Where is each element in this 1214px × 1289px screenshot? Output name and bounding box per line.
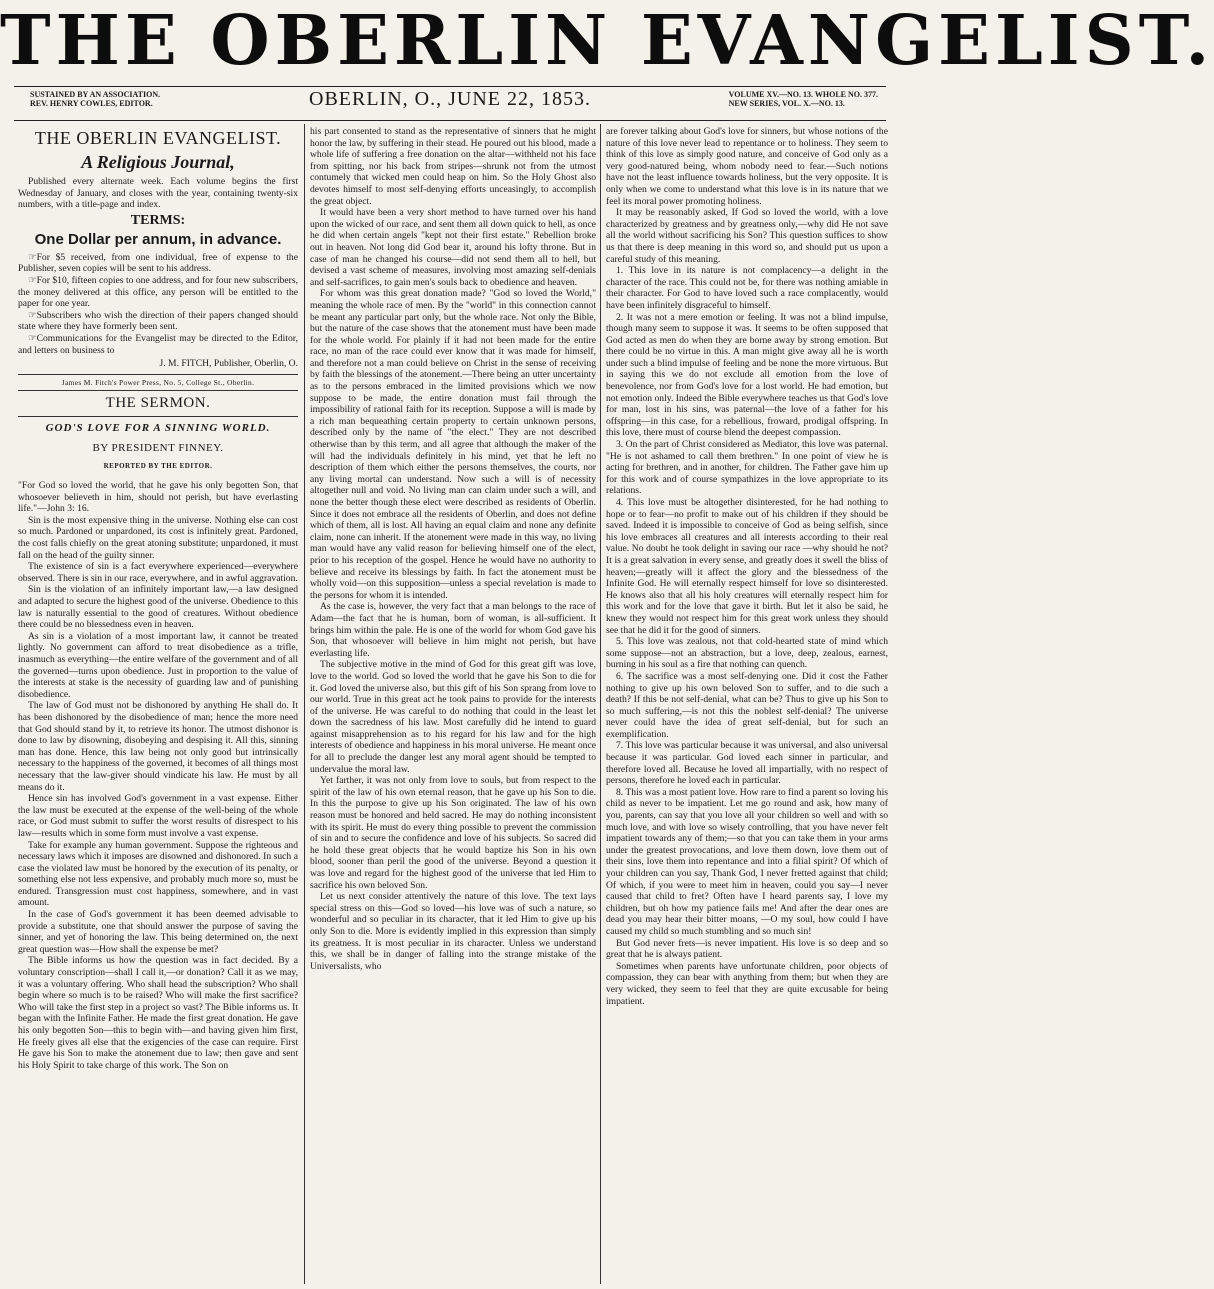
series-line: NEW SERIES, VOL. X.—NO. 13. <box>728 99 845 108</box>
paragraph: The law of God must not be dishonored by anything He shall do. It has been dishonored by the disobedience of man; hence the more need that God should stand by it, to retrieve its honor. The utmost dishonor is done to law by disowning, disobeying and despising it. All this, sinning man has done. Hence, this law being not only good but intrinsically necessary to the happiness of the governed, it becomes of all things most necessary that the law-giver should vindicate his law. He must by all means do it. <box>18 700 298 793</box>
paragraph: are forever talking about God's love for sinners, but whose notions of the nature of this love never lead to repentance or to holiness. They seem to think of this love as simply good nature, and conceive of God only as a very good-natured being, whom nobody need to fear.—Such notions have not the least influence towards holiness, but the very opposite. It is only when we come to understand what this love is in its nature that we feel its moral power promoting holiness. <box>606 126 888 207</box>
paragraph: The subjective motive in the mind of God for this great gift was love, love to the world. God so loved the world that he gave his Son to die for it. God loved the universe also, but this gift of his Son sprang from love to our world. True in this great act he took pains to provide for the interests of the universe. He was careful to do nothing that could in the least let down the sacredness of his law. Most carefully did he intend to guard against misapprehension as to his regard for his law and for the high interests of obedience and happiness in his moral universe. He meant once for all to preclude the danger lest any moral agent should be tempted to undervalue the moral law. <box>310 659 596 775</box>
paragraph: Hence sin has involved God's government in a vast expense. Either the law must be executed at the expense of the well-being of the whole race, or God must submit to suffer the worst results of disrespect to his law—results which in some form must involve a vast expense. <box>18 793 298 839</box>
sermon-headline: GOD'S LOVE FOR A SINNING WORLD. <box>18 416 298 435</box>
press-line: James M. Fitch's Power Press, No. 5, College St., Oberlin. <box>18 374 298 392</box>
publisher-line: J. M. FITCH, Publisher, Oberlin, O. <box>159 358 298 370</box>
paragraph: 2. It was not a mere emotion or feeling. It was not a blind impulse, though many seem to suppose it was. It seems to be often supposed that God acted as men do when they are borne away by strong emotion. But there could be no virtue in this. A man might give away all he is worth under such a blind impulse of feeling and be none the more virtuous. But in saying this we do not exclude all emotion from the love of benevolence, nor from God's love for a lost world. He had emotion, but not emotion only. Indeed the Bible everywhere teaches us that God's love for man, lost in his sins, was paternal—the love of a father for his offspring—in this case, for a rebellious, froward, prodigal offspring. In this love, there must of course blend the deepest compassion. <box>606 311 888 439</box>
paragraph: 7. This love was particular because it was universal, and also universal because it was particular. God loved each sinner in particular, and therefore loved all. Because he loved all impartially, with no respect of persons, therefore he loved each in particular. <box>606 740 888 787</box>
notice-five-dollars: ☞For $5 received, from one individual, free of expense to the Publisher, seven copies will be sent to his address. <box>18 251 298 275</box>
editor-line: REV. HENRY COWLES, EDITOR. <box>30 99 153 108</box>
subscription-price: One Dollar per annum, in advance. <box>34 230 282 248</box>
publication-intro: Published every alternate week. Each volume begins the first Wednesday of January, and closes with the year, containing twenty-six numbers, with a title-page and index. <box>18 176 298 211</box>
notice-address-change: ☞Subscribers who wish the direction of their papers changed should state where they have formerly been sent. <box>18 309 298 333</box>
paragraph: 4. This love must be altogether disinterested, for he had nothing to hope or to fear—no profit to make out of his children if they should be saved. Indeed it is impossible to conceive of God as being selfish, since his love embraces all creatures and all interests according to their real value. No doubt he took delight in saving our race —why should he not? It is a great salvation in every sense, and greatly does it swell the bliss of heaven;—greatly will it affect the glory and the blessedness of the Infinite God. He will eternally respect himself for love so disinterested. He knows also that all his holy creatures will eternally respect him for this work and for the love that gave it birth. But let it also be said, he knew they would not respect him for this great work unless they should see that he did it for the good of sinners. <box>606 497 888 636</box>
paragraph: The existence of sin is a fact everywhere experienced—everywhere observed. There is sin in our race, everywhere, and in awful aggravation. <box>18 561 298 584</box>
paragraph: In the case of God's government it has been deemed advisable to provide a substitute, one that should answer the purpose of saving the sinner, and yet of honoring the law. This being determined on, the next great question was—How shall the expense be met? <box>18 909 298 955</box>
notice-communications: ☞Communications for the Evangelist may be directed to the Editor, and letters on business to <box>18 332 298 356</box>
paragraph: As sin is a violation of a most important law, it cannot be treated lightly. No government can afford to treat disobedience as a trifle, inasmuch as everything—the entire welfare of the government and of all the governed—turns upon obedience. Just in proportion to the value of the interests at stake is the necessity of guarding law and of punishing disobedience. <box>18 630 298 700</box>
sermon-byline: BY PRESIDENT FINNEY. <box>92 441 224 454</box>
column-2 <box>310 126 596 1282</box>
paper-subtitle: A Religious Journal, <box>81 152 235 172</box>
column-1 <box>18 126 298 1282</box>
association-line: SUSTAINED BY AN ASSOCIATION. <box>30 90 161 99</box>
paragraph: Sometimes when parents have unfortunate children, poor objects of compassion, they can bear with anything from them; but when they are very wicked, they seem to feel that they are quite excusable for being impatient. <box>606 960 888 1007</box>
volume-line: VOLUME XV.—NO. 13. WHOLE NO. 377. <box>728 90 878 99</box>
column-divider-1 <box>304 124 305 1284</box>
paragraph: For whom was this great donation made? "God so loved the World," meaning the whole race of men. By the "world" in this connection cannot be meant any particular part only, but the whole race. Not only the Bible, but the nature of the case shows that the atonement must have been made for the whole world. For plainly if it had not been made for the entire race, no man of the race could ever know that it was made for himself, and therefore not a man could believe on Christ in the sense of receiving by faith the blessings of the atonement.—There being an utter uncertainty as to the persons embraced in the limited provisions which we now suppose to be made, the entire donation must fail through the impossibility of rational faith for its reception. Suppose a will is made by a rich man bequeathing certain property to certain unknown persons, described only by the name of "the elect." They are not described otherwise than by this term, and all agree that although the maker of the will had the individuals definitely in his mind, yet that he left no description of them which either the persons themselves, the courts, nor any living mortal can understand. Now such a will is of necessity altogether null and void. No living man can claim under such a will, and none the better though these elect were described as residents of Oberlin. Since it does not embrace all the residents of Oberlin, and does not define which of them, all is lost. All having an equal claim and none any definite claim, none can inherit. If the atonement were made in this way, no living man would have any valid reason for believing himself one of the elect, prior to his reception of the gospel. Hence he would have no authority to believe and receive its blessings by faith. In fact the atonement must be wholly void—on this supposition—unless a special revelation is made to the persons for whom it is intended. <box>310 288 596 601</box>
paragraph: Yet farther, it was not only from love to souls, but from respect to the spirit of the law of his own eternal reason, that he gave up his Son to die. In this the purpose to give up his Son originated. The law of his own reason must be honored and held sacred. He may do nothing inconsistent with its spirit. He must do every thing possible to prevent the commission of sin and to secure the confidence and love of his subjects. So sacred did he hold these great objects that he would baptize his Son in his own blood, sooner than peril the good of the universe. Beyond a question it was love and regard for the highest good of the universe that led Him to sacrifice his own beloved Son. <box>310 775 596 891</box>
paragraph: As the case is, however, the very fact that a man belongs to the race of Adam—the fact that he is human, born of woman, is all-sufficient. It brings him within the pale. He is one of the world for whom God gave his Son, that whosoever will believe in him might not perish, but have everlasting life. <box>310 601 596 659</box>
dateline-place-date: OBERLIN, O., JUNE 22, 1853. <box>309 88 591 110</box>
paragraph: 1. This love in its nature is not complacency—a delight in the character of the race. This could not be, for there was nothing amiable in their character. For God to have loved such a race complacently, would have been infinitely disgraceful to himself. <box>606 265 888 311</box>
dateline-right <box>729 90 878 108</box>
paragraph: 5. This love was zealous, not that cold-hearted state of mind which some suppose—not an abstraction, but a love, deep, zealous, earnest, burning in his soul as a fire that nothing can quench. <box>606 636 888 671</box>
paragraph: It would have been a very short method to have turned over his hand upon the wicked of our race, and sent them all down quick to hell, as once he did when certain angels "kept not their first estate." Rebellion broke out in heaven. Not long did God bear it, around his lofty throne. But in case of man he changed his course—did not send them all to hell, but devised a vast scheme of measures, involving most amazing self-denials and self-sacrifices, to gain men's souls back to obedience and heaven. <box>310 207 596 288</box>
paragraph: his part consented to stand as the representative of sinners that he might honor the law, by suffering in their stead. He poured out his blood, made a whole life of suffering a free donation on the altar—withheld not his face from spitting, nor his back from stripes—shrunk not from the utmost contumely that wicked men could heap on him. So the Holy Ghost also devotes himself to most self-denying efforts unceasingly, to accomplish the great object. <box>310 126 596 207</box>
column-3 <box>606 126 888 1282</box>
paragraph: Take for example any human government. Suppose the righteous and necessary laws which it imposes are disowned and dishonored. In such a case the violated law must be honored by the execution of its penalty, or something else not less expensive, and probably much more so, must be endured. Transgression must cost happiness, somewhere, and in vast amount. <box>18 839 298 909</box>
paragraph: Let us next consider attentively the nature of this love. The text lays special stress on this—God so loved—his love was of such a nature, so wonderful and so peculiar in its character, that it led Him to give up his only Son to die. More is evidently implied in this expression than simply its greatness. It is most peculiar in its character. Unless we understand this, we shall be in danger of falling into the strange mistake of the Universalists, who <box>310 891 596 972</box>
dateline <box>14 88 886 118</box>
masthead-title: THE OBERLIN EVANGELIST. <box>0 1 1214 81</box>
paragraph: But God never frets—is never impatient. His love is so deep and so great that he is always patient. <box>606 937 888 961</box>
column-divider-2 <box>600 124 601 1284</box>
paper-title: THE OBERLIN EVANGELIST. <box>34 128 282 148</box>
dateline-rule <box>14 120 886 121</box>
paragraph: 3. On the part of Christ considered as Mediator, this love was paternal. "He is not ashamed to call them brethren." In one point of view he is acting for brethren, and in another, for children. The Father gave him up for this work and of course sympathizes in the love appropriate to its relations. <box>606 439 888 497</box>
paragraph: 8. This was a most patient love. How rare to find a parent so loving his child as never to be impatient. Let me go round and ask, how many of you, parents, can say that you love all your children so well and with so much love, and with love so wisely controlling, that you have never felt impatient towards any of them;—so that you can take them in your arms under the greatest provocations, and love them down, love them out of their sins, love them into repentance and into a filial spirit? Of which of your children can you say, Thank God, I never fretted against that child; Of which, if you were to meet him in heaven, could you say—I never caused that child to fret? Often have I heard parents say, I love my children, but oh how my patience fails me! And after the dear ones are dead you may hear their bitter moans, —O my soul, how could I have caused my child so much stumbling and so much sin! <box>606 786 888 937</box>
top-rule <box>14 86 886 87</box>
notice-ten-dollars: ☞For $10, fifteen copies to one address, and for four new subscribers, the money delivered at this office, any person will be entitled to the paper for one year. <box>18 274 298 310</box>
reported-by: REPORTED BY THE EDITOR. <box>103 461 213 470</box>
section-title: THE SERMON. <box>105 395 211 412</box>
paragraph: 6. The sacrifice was a most self-denying one. Did it cost the Father nothing to give up his own beloved Son to suffer, and to die such a death? If this be not self-denial, what can be? Thus to give up his Son to so much suffering,—is not this the noblest self-denial? The universe never could have the idea of great self-denial, but for such an exemplification. <box>606 670 888 740</box>
paragraph: It may be reasonably asked, If God so loved the world, with a love characterized by greatness and by greatness only,—why did He not save all the world without sacrificing his Son? This question suffices to show us that there is deep meaning in this word so, and should put us upon a careful study of this meaning. <box>606 207 888 265</box>
paragraph: "For God so loved the world, that he gave his only begotten Son, that whosoever believeth in him, should not perish, but have everlasting life."—John 3: 16. <box>18 480 298 515</box>
paragraph: The Bible informs us how the question was in fact decided. By a voluntary conscription—shall I call it,—or donation? Call it as we may, it was a voluntary offering. Who shall head the subscription? Who shall begin where so much is to be raised? Who will make the first sacrifice? Who will take the first step in a project so vast? The Bible informs us. It began with the Infinite Father. He made the first great donation. He gave his only begotten Son—this to begin with—and having given him first, He freely gives all else that the exigencies of the case can require. First He gave his Son to make the atonement due to law; then gave and sent his Holy Spirit to take charge of this work. The Son on <box>18 955 298 1071</box>
terms-heading: TERMS: <box>130 212 186 228</box>
paragraph: Sin is the violation of an infinitely important law,—a law designed and adapted to secure the highest good of the universe. Obedience to this law is naturally essential to the good of creatures. Without obedience there could be no blessedness even in heaven. <box>18 584 298 631</box>
paragraph: Sin is the most expensive thing in the universe. Nothing else can cost so much. Pardoned or unpardoned, its cost is infinitely great. Pardoned, the cost falls chiefly on the great atoning substitute; unpardoned, it must fall on the head of the guilty sinner. <box>18 514 298 561</box>
